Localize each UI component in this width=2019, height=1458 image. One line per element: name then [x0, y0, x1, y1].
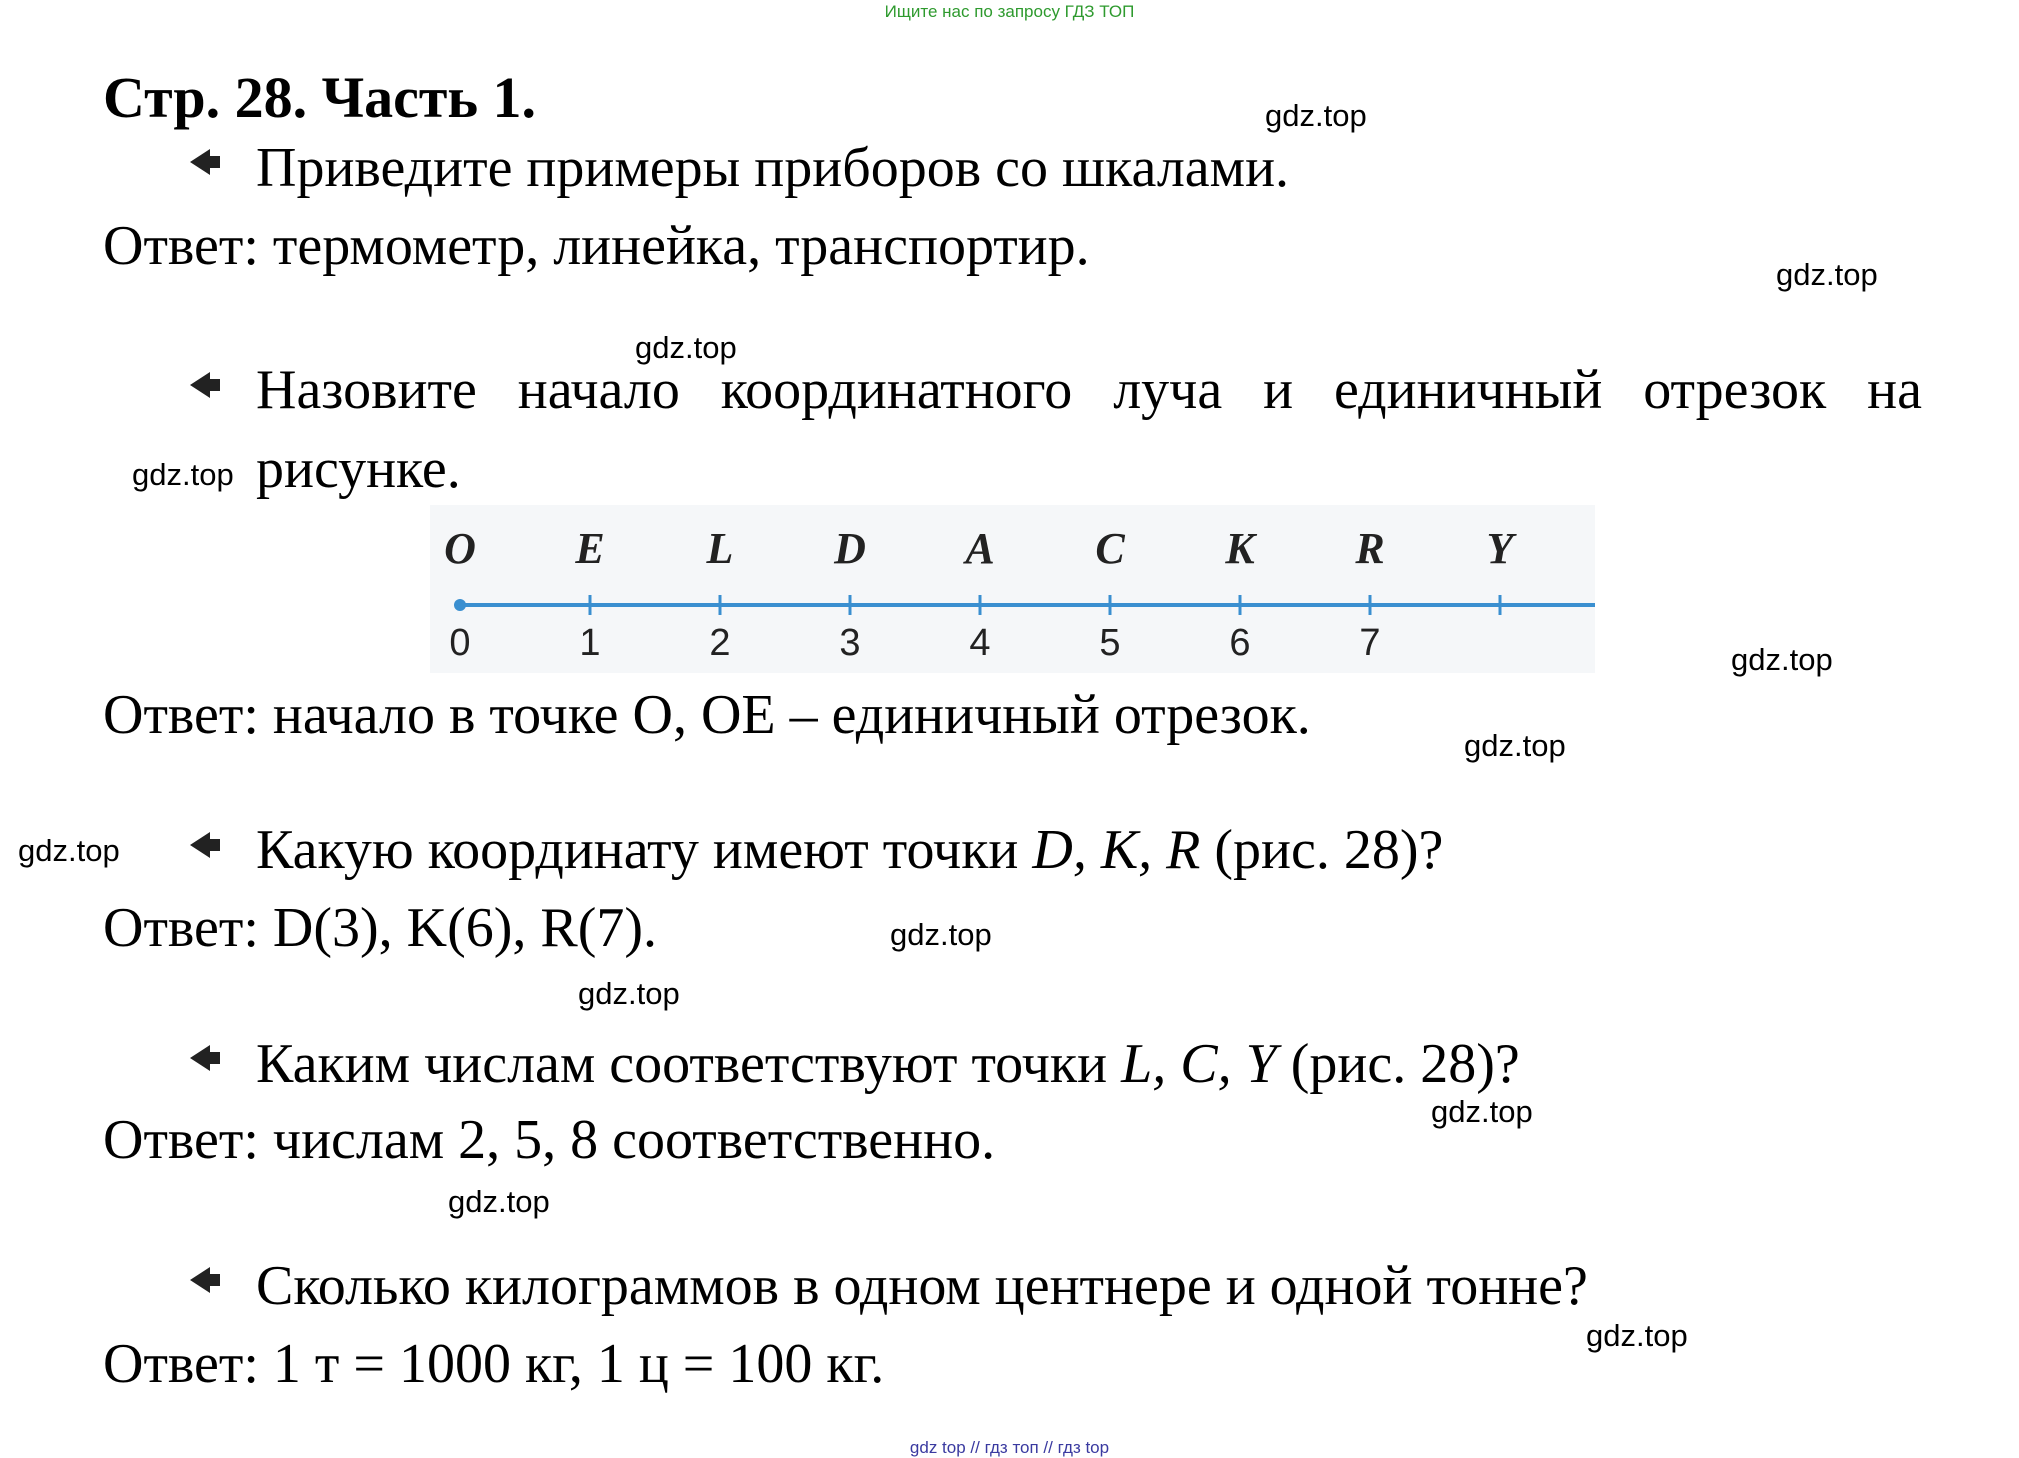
bullet-arrow-icon — [188, 147, 222, 177]
ray-point-number: 7 — [1359, 622, 1381, 664]
bullet-arrow-icon — [188, 370, 222, 400]
ray-point-letter: C — [1095, 524, 1125, 573]
question-4-suffix: (рис. 28)? — [1276, 1033, 1520, 1095]
ray-point-letter: R — [1355, 524, 1385, 573]
ray-point-letter: E — [575, 524, 605, 573]
ray-point-letter: Y — [1486, 524, 1514, 573]
watermark: gdz.top — [1586, 1318, 1688, 1353]
watermark: gdz.top — [578, 976, 680, 1011]
question-1: Приведите примеры приборов со шкалами. — [256, 137, 1290, 199]
question-4-text: Каким числам соответствуют точки — [256, 1033, 1122, 1095]
coordinate-ray — [430, 505, 1595, 673]
question-2-line-2: рисунке. — [256, 438, 461, 500]
answer-5: Ответ: 1 т = 1000 кг, 1 ц = 100 кг. — [103, 1333, 885, 1395]
ray-point-number: 4 — [969, 622, 991, 664]
ray-point-number: 6 — [1229, 622, 1251, 664]
ray-point-letter: L — [706, 524, 734, 573]
question-3-text: Какую координату имеют точки — [256, 819, 1033, 881]
ray-point-number: 2 — [709, 622, 731, 664]
question-2-line-1: Назовите начало координатного луча и единичный отрезок на — [256, 359, 1922, 421]
watermark: gdz.top — [890, 917, 992, 952]
footer-links[interactable]: gdz top // гдз топ // гдз top — [909, 1438, 1110, 1457]
ray-point-letter: O — [444, 524, 476, 573]
coordinate-ray-figure — [430, 505, 1595, 673]
bullet-arrow-icon — [188, 1043, 222, 1073]
watermark: gdz.top — [635, 330, 737, 365]
ray-point-number: 5 — [1099, 622, 1121, 664]
ray-point-letter: K — [1225, 524, 1255, 573]
page-title: Стр. 28. Часть 1. — [103, 65, 537, 130]
ray-point-number: 0 — [449, 622, 471, 664]
ray-point-letter: A — [965, 524, 995, 573]
question-3-suffix: (рис. 28)? — [1200, 819, 1444, 881]
ray-origin-dot — [454, 599, 466, 611]
watermark: gdz.top — [448, 1184, 550, 1219]
question-3 — [256, 818, 1443, 882]
bullet-arrow-icon — [188, 830, 222, 860]
watermark: gdz.top — [1731, 642, 1833, 677]
ray-point-letter: D — [834, 524, 866, 573]
watermark: gdz.top — [132, 457, 234, 492]
question-3-points: D, K, R — [1032, 819, 1201, 881]
watermark: gdz.top — [1464, 728, 1566, 763]
bullet-arrow-icon — [188, 1265, 222, 1295]
answer-2: Ответ: начало в точке О, ОЕ – единичный отрезок. — [103, 684, 1311, 746]
question-5: Сколько килограммов в одном центнере и одной тонне? — [256, 1255, 1588, 1317]
watermark: gdz.top — [1265, 98, 1367, 133]
watermark: gdz.top — [18, 833, 120, 868]
watermark: gdz.top — [1776, 257, 1878, 292]
answer-1: Ответ: термометр, линейка, транспортир. — [103, 215, 1090, 277]
watermark: gdz.top — [1431, 1094, 1533, 1129]
answer-4: Ответ: числам 2, 5, 8 соответственно. — [103, 1109, 996, 1171]
answer-3: Ответ: D(3), K(6), R(7). — [103, 897, 658, 959]
top-banner[interactable]: Ищите нас по запросу ГДЗ ТОП — [884, 2, 1135, 21]
question-4-points: L, C, Y — [1121, 1033, 1277, 1095]
question-4 — [256, 1032, 1520, 1096]
ray-point-number: 1 — [579, 622, 601, 664]
ray-point-number: 3 — [839, 622, 861, 664]
